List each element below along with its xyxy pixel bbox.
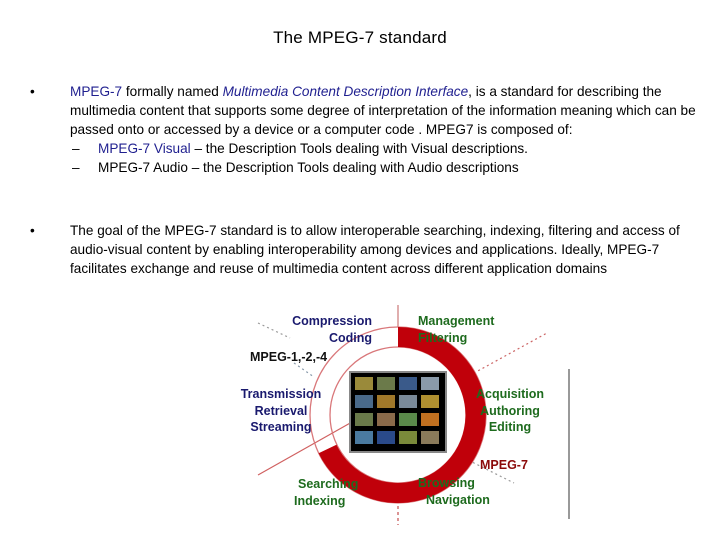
label-acquisition-group [470,386,550,436]
sub-item-text: – the Description Tools dealing with Visual descriptions. [190,141,528,156]
label-authoring: Authoring [480,403,540,418]
label-mpeg124: MPEG-1,-2,-4 [250,350,328,364]
bullet-text [70,82,700,139]
label-streaming: Streaming [250,420,312,434]
label-acquisition: Acquisition [475,387,545,401]
text-segment: , is a standard for describing the multimedia content that supports some degree of interpretation of the information meaning which can be passed onto or accessed by a device or a computer code . MPEG7 is composed of: [70,84,696,137]
label-searching: Searching [298,477,359,491]
text-segment: formally named [122,84,223,99]
bullet-mpeg7-definition [20,82,700,177]
label-compression: Compression [292,314,372,328]
mpeg-diagram [232,305,572,525]
label-coding: Coding [328,330,372,345]
label-transmission: Transmission [240,387,322,401]
bullet-text: The goal of the MPEG-7 standard is to allow interoperable searching, indexing, filtering and access of audio-visual content by enabling interoperability among devices and applications. Ideally, MPEG-7 facilitates exchange and reuse of multimedia content across different application domains [70,223,680,276]
label-searching-indexing [294,476,359,509]
label-compression-coding [262,313,372,346]
formal-name: Multimedia Content Description Interface [222,84,469,99]
dash-marker: – [72,160,80,175]
label-editing: Editing [488,420,532,434]
label-filtering: Filtering [418,330,468,345]
sub-item-audio [72,158,700,177]
label-mpeg7: MPEG-7 [480,458,528,472]
label-indexing: Indexing [294,493,346,508]
label-navigation: Navigation [426,492,490,507]
label-browsing: Browsing [418,476,475,490]
sub-item-visual [72,139,700,158]
label-retrieval: Retrieval [254,403,308,418]
sub-item-text: MPEG-7 Audio – the Description Tools dealing with Audio descriptions [98,160,519,175]
bullet-mpeg7-goal [20,221,700,278]
bullet-marker: • [30,223,35,238]
slide-title: The MPEG-7 standard [273,28,447,47]
mpeg7-term: MPEG-7 [70,84,123,99]
mpeg7-visual-term: MPEG-7 Visual [98,141,191,156]
label-transmission-group [238,386,324,436]
label-management: Management [418,314,495,328]
dash-marker: – [72,141,80,156]
label-management-filtering [418,313,494,346]
label-browsing-navigation [418,475,490,508]
bullet-marker: • [30,84,35,99]
diagram-edge-divider [568,369,570,519]
